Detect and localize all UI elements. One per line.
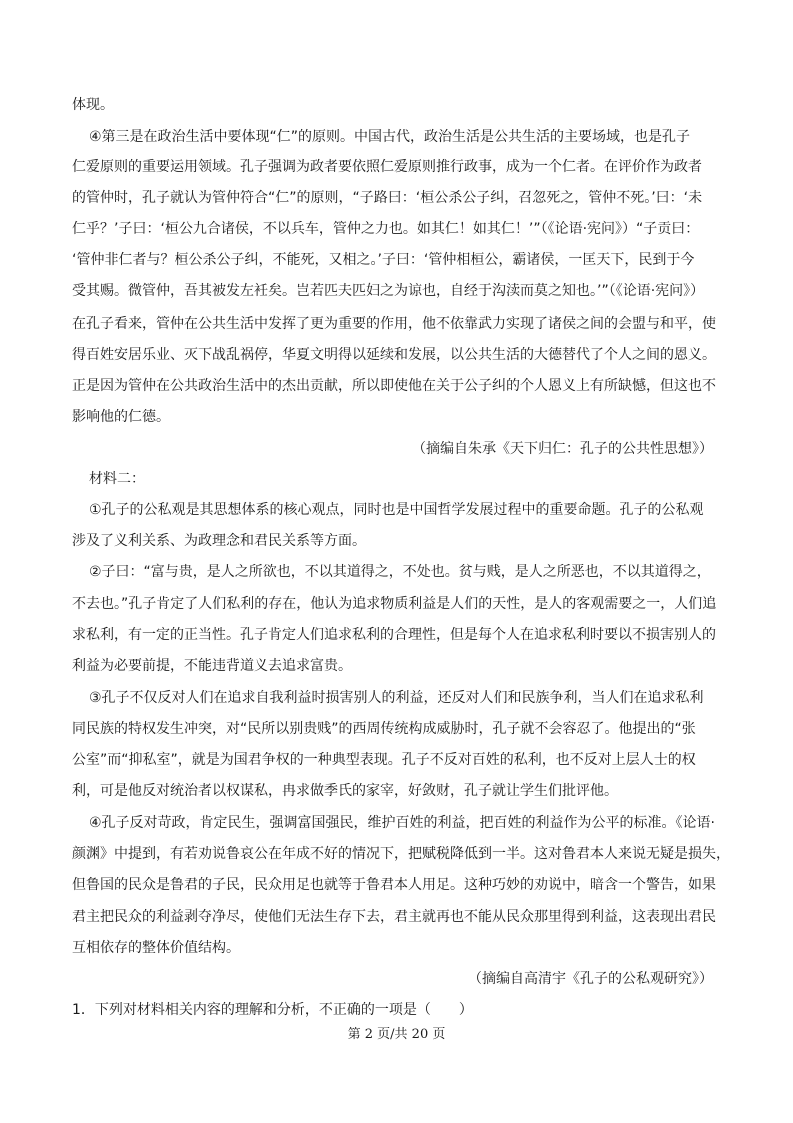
paragraph-line: 在孔子看来，管仲在公共生活中发挥了更为重要的作用，他不依靠武力实现了诸侯之间的会盟与和平，使: [72, 316, 716, 332]
paragraph-line: 君主把民众的利益剥夺净尽，使他们无法生存下去，君主就再也不能从民众那里得到利益，这表现出君民: [72, 909, 716, 925]
paragraph-line: 体现。: [72, 97, 114, 113]
paragraph-line: 但鲁国的民众是鲁君的子民，民众用足也就等于鲁君本人用足。这种巧妙的劝说中，暗含一个警告，如果: [72, 877, 716, 893]
paragraph-line: ④第三是在政治生活中要体现“仁”的原则。中国古代，政治生活是公共生活的主要场域，也是孔子: [89, 129, 691, 145]
paragraph-line: 仁爱原则的重要运用领域。孔子强调为政者要依照仁爱原则推行政事，成为一个仁者。在评价作为政者: [72, 159, 702, 175]
paragraph-line: 利益为必要前提，不能违背道义去追求富贵。: [72, 658, 352, 674]
paragraph-line: 同民族的特权发生冲突，对“民所以别贵贱”的西周传统构成威胁时，孔子就不会容忍了。他提出的“张: [72, 721, 696, 737]
paragraph-line: ①孔子的公私观是其思想体系的核心观点，同时也是中国哲学发展过程中的重要命题。孔子的公私观: [89, 502, 704, 518]
paragraph-line: 得百姓安居乐业、灭下战乱祸停，华夏文明得以延续和发展，以公共生活的大德替代了个人之间的恩义。: [72, 347, 716, 363]
section-heading: 材料二：: [89, 471, 145, 487]
paragraph-line: ②子曰：“富与贵，是人之所欲也，不以其道得之，不处也。贫与贱，是人之所恶也，不以其道得之，: [89, 564, 711, 580]
page-number: 第 2 页/共 20 页: [347, 1027, 446, 1042]
paragraph-line: ‘管仲非仁者与？桓公杀公子纠，不能死，又相之。’子曰：‘管仲相桓公，霸诸侯，一匡天下，民到于今: [72, 252, 695, 268]
paragraph-line: ③孔子不仅反对人们在追求自我利益时损害别人的利益，还反对人们和民族争利，当人们在追求私利: [89, 690, 704, 706]
paragraph-line: 公室”而“抑私室”，就是为国君争权的一种典型表现。孔子不反对百姓的私利，也不反对上层人士的权: [72, 752, 696, 768]
paragraph-line: 正是因为管仲在公共政治生活中的杰出贡献，所以即使他在关于公子纠的个人恩义上有所缺憾，但这也不: [72, 378, 716, 394]
paragraph-line: 仁乎？’子曰：‘桓公九合诸侯，不以兵车，管仲之力也。如其仁！如其仁！’”（《论语·宪问》）“子贡曰：: [72, 221, 700, 237]
source-citation: （摘编自高清宇《孔子的公私观研究》）: [468, 971, 713, 987]
paragraph-line: ④孔子反对苛政，肯定民生，强调富国强民，维护百姓的利益，把百姓的利益作为公平的标准。《论语·: [89, 815, 715, 831]
question-text: 1．下列对材料相关内容的理解和分析，不正确的一项是（ ）: [72, 1002, 473, 1018]
paragraph-line: 涉及了义利关系、为政理念和君民关系等方面。: [72, 533, 366, 549]
paragraph-line: 求私利，有一定的正当性。孔子肯定人们追求私利的合理性，但是每个人在追求私利时要以不损害别人的: [72, 627, 716, 643]
paragraph-line: 互相依存的整体价值结构。: [72, 940, 240, 956]
paragraph-line: 受其赐。微管仲，吾其被发左衽矣。岂若匹夫匹妇之为谅也，自经于沟渎而莫之知也。’”（《论语·宪问》）: [72, 283, 705, 299]
paragraph-line: 不去也。”孔子肯定了人们私利的存在，他认为追求物质利益是人们的天性，是人的客观需要之一，人们追: [72, 596, 717, 612]
paragraph-line: 利，可是他反对统治者以权谋私，冉求做季氏的家宰，好敛财，孔子就让学生们批评他。: [72, 783, 618, 799]
paragraph-line: 的管仲时，孔子就认为管仲符合“仁”的原则，“子路曰：‘桓公杀公子纠，召忽死之，管仲不死。’曰：‘未: [72, 190, 703, 206]
paragraph-line: 颜渊》中提到，有若劝说鲁哀公在年成不好的情况下，把赋税降低到一半。这对鲁君本人来说无疑是损失，: [72, 846, 730, 862]
source-citation: （摘编自朱承《天下归仁：孔子的公共性思想》）: [412, 441, 713, 457]
paragraph-line: 影响他的仁德。: [72, 409, 170, 425]
